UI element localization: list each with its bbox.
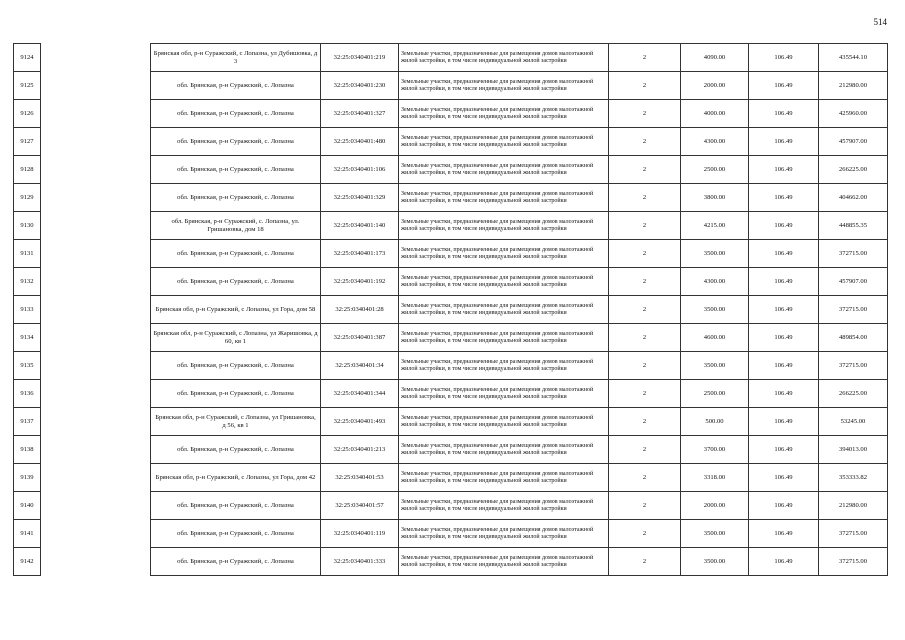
cell-gap xyxy=(41,548,151,576)
cell-group-code: 2 xyxy=(609,436,681,464)
cell-area: 3500.00 xyxy=(681,296,749,324)
cell-group-code: 2 xyxy=(609,324,681,352)
cell-address: обл. Брянская, р-н Суражский, с. Лопазна xyxy=(151,156,321,184)
cell-land-purpose: Земельные участки, предназначенные для размещения домов малоэтажной жилой застройки, в том числе индивидуальной жилой застройки xyxy=(399,436,609,464)
cell-row-number: 9142 xyxy=(14,548,41,576)
cell-row-number: 9141 xyxy=(14,520,41,548)
cell-land-purpose: Земельные участки, предназначенные для размещения домов малоэтажной жилой застройки, в том числе индивидуальной жилой застройки xyxy=(399,324,609,352)
cell-specific-value: 106.49 xyxy=(749,352,819,380)
cell-address: обл. Брянская, р-н Суражский, с. Лопазна xyxy=(151,184,321,212)
cell-area: 4600.00 xyxy=(681,324,749,352)
cell-cadastral-value: 372715.00 xyxy=(819,352,888,380)
cell-cadastral-number: 32:25:0340401:333 xyxy=(321,548,399,576)
cell-area: 4215.00 xyxy=(681,212,749,240)
cell-gap xyxy=(41,296,151,324)
cell-area: 4000.00 xyxy=(681,100,749,128)
cell-specific-value: 106.49 xyxy=(749,184,819,212)
table-row xyxy=(14,100,888,128)
cell-specific-value: 106.49 xyxy=(749,380,819,408)
cell-area: 500.00 xyxy=(681,408,749,436)
cell-land-purpose: Земельные участки, предназначенные для размещения домов малоэтажной жилой застройки, в том числе индивидуальной жилой застройки xyxy=(399,268,609,296)
table-row xyxy=(14,520,888,548)
cell-cadastral-value: 448855.35 xyxy=(819,212,888,240)
cell-group-code: 2 xyxy=(609,184,681,212)
cell-area: 4300.00 xyxy=(681,268,749,296)
cell-cadastral-number: 32:25:0340401:119 xyxy=(321,520,399,548)
cell-group-code: 2 xyxy=(609,352,681,380)
cell-group-code: 2 xyxy=(609,72,681,100)
cell-specific-value: 106.49 xyxy=(749,72,819,100)
cell-land-purpose: Земельные участки, предназначенные для размещения домов малоэтажной жилой застройки, в том числе индивидуальной жилой застройки xyxy=(399,296,609,324)
cell-area: 3500.00 xyxy=(681,240,749,268)
cell-cadastral-value: 372715.00 xyxy=(819,548,888,576)
cell-area: 2000.00 xyxy=(681,492,749,520)
cell-group-code: 2 xyxy=(609,520,681,548)
cell-specific-value: 106.49 xyxy=(749,156,819,184)
cell-row-number: 9128 xyxy=(14,156,41,184)
table-row xyxy=(14,380,888,408)
cell-cadastral-number: 32:25:0340401:480 xyxy=(321,128,399,156)
cell-cadastral-value: 394013.00 xyxy=(819,436,888,464)
cell-row-number: 9129 xyxy=(14,184,41,212)
cell-specific-value: 106.49 xyxy=(749,324,819,352)
cell-row-number: 9137 xyxy=(14,408,41,436)
cell-land-purpose: Земельные участки, предназначенные для размещения домов малоэтажной жилой застройки, в том числе индивидуальной жилой застройки xyxy=(399,184,609,212)
cell-land-purpose: Земельные участки, предназначенные для размещения домов малоэтажной жилой застройки, в том числе индивидуальной жилой застройки xyxy=(399,240,609,268)
cell-group-code: 2 xyxy=(609,268,681,296)
cell-group-code: 2 xyxy=(609,548,681,576)
cell-row-number: 9130 xyxy=(14,212,41,240)
table-row xyxy=(14,44,888,72)
cell-land-purpose: Земельные участки, предназначенные для размещения домов малоэтажной жилой застройки, в том числе индивидуальной жилой застройки xyxy=(399,100,609,128)
cell-cadastral-value: 372715.00 xyxy=(819,520,888,548)
cell-cadastral-number: 32:25:0340401:219 xyxy=(321,44,399,72)
cell-gap xyxy=(41,436,151,464)
cell-address: обл. Брянская, р-н Суражский, с. Лопазна xyxy=(151,548,321,576)
cell-land-purpose: Земельные участки, предназначенные для размещения домов малоэтажной жилой застройки, в том числе индивидуальной жилой застройки xyxy=(399,548,609,576)
cell-cadastral-number: 32:25:0340401:213 xyxy=(321,436,399,464)
cell-gap xyxy=(41,100,151,128)
cell-area: 3500.00 xyxy=(681,520,749,548)
cell-cadastral-number: 32:25:0340401:173 xyxy=(321,240,399,268)
cell-gap xyxy=(41,268,151,296)
cell-area: 3500.00 xyxy=(681,548,749,576)
table-row xyxy=(14,240,888,268)
cell-specific-value: 106.49 xyxy=(749,436,819,464)
cell-cadastral-number: 32:25:0340401:28 xyxy=(321,296,399,324)
cell-area: 4300.00 xyxy=(681,128,749,156)
cell-specific-value: 106.49 xyxy=(749,520,819,548)
cell-land-purpose: Земельные участки, предназначенные для размещения домов малоэтажной жилой застройки, в том числе индивидуальной жилой застройки xyxy=(399,44,609,72)
table-row xyxy=(14,492,888,520)
cell-cadastral-value: 212980.00 xyxy=(819,72,888,100)
cell-land-purpose: Земельные участки, предназначенные для размещения домов малоэтажной жилой застройки, в том числе индивидуальной жилой застройки xyxy=(399,520,609,548)
cell-row-number: 9138 xyxy=(14,436,41,464)
cell-land-purpose: Земельные участки, предназначенные для размещения домов малоэтажной жилой застройки, в том числе индивидуальной жилой застройки xyxy=(399,156,609,184)
cell-gap xyxy=(41,464,151,492)
cell-group-code: 2 xyxy=(609,156,681,184)
cell-area: 2500.00 xyxy=(681,380,749,408)
cell-address: Брянская обл, р-н Суражский, с Лопазна, ул Дубишовка, д 3 xyxy=(151,44,321,72)
cell-address: обл. Брянская, р-н Суражский, с. Лопазна xyxy=(151,268,321,296)
cell-land-purpose: Земельные участки, предназначенные для размещения домов малоэтажной жилой застройки, в том числе индивидуальной жилой застройки xyxy=(399,128,609,156)
cell-address: обл. Брянская, р-н Суражский, с. Лопазна xyxy=(151,240,321,268)
cell-gap xyxy=(41,492,151,520)
table-row xyxy=(14,436,888,464)
table-row xyxy=(14,212,888,240)
cell-cadastral-number: 32:25:0340401:327 xyxy=(321,100,399,128)
cell-cadastral-value: 266225.00 xyxy=(819,380,888,408)
table-row xyxy=(14,156,888,184)
cell-address: обл. Брянская, р-н Суражский, с. Лопазна xyxy=(151,352,321,380)
cell-cadastral-number: 32:25:0340401:230 xyxy=(321,72,399,100)
cell-row-number: 9124 xyxy=(14,44,41,72)
cell-row-number: 9127 xyxy=(14,128,41,156)
cell-specific-value: 106.49 xyxy=(749,268,819,296)
cell-address: Брянская обл, р-н Суражский, с Лопазна, ул Жаришовка, д 60, кв 1 xyxy=(151,324,321,352)
table-row xyxy=(14,128,888,156)
cell-specific-value: 106.49 xyxy=(749,408,819,436)
cell-cadastral-value: 353333.82 xyxy=(819,464,888,492)
cell-area: 4090.00 xyxy=(681,44,749,72)
cell-address: Брянская обл, р-н Суражский, с Лопазна, ул Гришановка, д 56, кв 1 xyxy=(151,408,321,436)
cell-cadastral-value: 404662.00 xyxy=(819,184,888,212)
cell-cadastral-number: 32:25:0340401:140 xyxy=(321,212,399,240)
cell-land-purpose: Земельные участки, предназначенные для размещения домов малоэтажной жилой застройки, в том числе индивидуальной жилой застройки xyxy=(399,352,609,380)
cell-cadastral-value: 457907.00 xyxy=(819,128,888,156)
cell-gap xyxy=(41,128,151,156)
cell-cadastral-number: 32:25:0340401:53 xyxy=(321,464,399,492)
cell-area: 2500.00 xyxy=(681,156,749,184)
cell-gap xyxy=(41,520,151,548)
cell-area: 2000.00 xyxy=(681,72,749,100)
cell-gap xyxy=(41,240,151,268)
cell-cadastral-number: 32:25:0340401:106 xyxy=(321,156,399,184)
cell-address: обл. Брянская, р-н Суражский, с. Лопазна xyxy=(151,436,321,464)
cell-address: обл. Брянская, р-н Суражский, с. Лопазна xyxy=(151,380,321,408)
cell-area: 3700.00 xyxy=(681,436,749,464)
cell-cadastral-value: 425960.00 xyxy=(819,100,888,128)
cell-group-code: 2 xyxy=(609,380,681,408)
cell-gap xyxy=(41,352,151,380)
cell-land-purpose: Земельные участки, предназначенные для размещения домов малоэтажной жилой застройки, в том числе индивидуальной жилой застройки xyxy=(399,408,609,436)
cell-group-code: 2 xyxy=(609,408,681,436)
table-row xyxy=(14,184,888,212)
cell-specific-value: 106.49 xyxy=(749,296,819,324)
cell-gap xyxy=(41,44,151,72)
cell-gap xyxy=(41,380,151,408)
cell-gap xyxy=(41,184,151,212)
cell-land-purpose: Земельные участки, предназначенные для размещения домов малоэтажной жилой застройки, в том числе индивидуальной жилой застройки xyxy=(399,464,609,492)
cell-gap xyxy=(41,156,151,184)
table-row xyxy=(14,408,888,436)
cell-specific-value: 106.49 xyxy=(749,464,819,492)
table-row xyxy=(14,324,888,352)
cell-group-code: 2 xyxy=(609,464,681,492)
cell-cadastral-value: 435544.10 xyxy=(819,44,888,72)
cell-address: обл. Брянская, р-н Суражский, с. Лопазна, ул. Гришановка, дом 18 xyxy=(151,212,321,240)
cell-land-purpose: Земельные участки, предназначенные для размещения домов малоэтажной жилой застройки, в том числе индивидуальной жилой застройки xyxy=(399,380,609,408)
cell-address: Брянская обл, р-н Суражский, с Лопазна, ул Гора, дом 42 xyxy=(151,464,321,492)
cell-row-number: 9134 xyxy=(14,324,41,352)
cell-cadastral-value: 372715.00 xyxy=(819,240,888,268)
cell-row-number: 9136 xyxy=(14,380,41,408)
cell-specific-value: 106.49 xyxy=(749,100,819,128)
cell-specific-value: 106.49 xyxy=(749,128,819,156)
table-row xyxy=(14,296,888,324)
page-number: 514 xyxy=(873,17,887,27)
cell-row-number: 9126 xyxy=(14,100,41,128)
cell-area: 3800.00 xyxy=(681,184,749,212)
table-row xyxy=(14,268,888,296)
cell-address: обл. Брянская, р-н Суражский, с. Лопазна xyxy=(151,520,321,548)
cell-cadastral-number: 32:25:0340401:192 xyxy=(321,268,399,296)
cell-row-number: 9133 xyxy=(14,296,41,324)
cell-address: обл. Брянская, р-н Суражский, с. Лопазна xyxy=(151,72,321,100)
cell-cadastral-number: 32:25:0340401:344 xyxy=(321,380,399,408)
table-row xyxy=(14,352,888,380)
cell-gap xyxy=(41,324,151,352)
cell-row-number: 9135 xyxy=(14,352,41,380)
cell-cadastral-value: 489854.00 xyxy=(819,324,888,352)
cell-specific-value: 106.49 xyxy=(749,492,819,520)
cell-specific-value: 106.49 xyxy=(749,212,819,240)
cell-group-code: 2 xyxy=(609,492,681,520)
cell-specific-value: 106.49 xyxy=(749,240,819,268)
cell-gap xyxy=(41,72,151,100)
cell-address: обл. Брянская, р-н Суражский, с. Лопазна xyxy=(151,128,321,156)
table-row xyxy=(14,72,888,100)
cell-row-number: 9125 xyxy=(14,72,41,100)
table-row xyxy=(14,464,888,492)
cell-cadastral-number: 32:25:0340401:57 xyxy=(321,492,399,520)
cell-land-purpose: Земельные участки, предназначенные для размещения домов малоэтажной жилой застройки, в том числе индивидуальной жилой застройки xyxy=(399,492,609,520)
cell-gap xyxy=(41,408,151,436)
cell-cadastral-value: 266225.00 xyxy=(819,156,888,184)
cell-specific-value: 106.49 xyxy=(749,548,819,576)
cell-group-code: 2 xyxy=(609,44,681,72)
cell-group-code: 2 xyxy=(609,212,681,240)
cell-land-purpose: Земельные участки, предназначенные для размещения домов малоэтажной жилой застройки, в том числе индивидуальной жилой застройки xyxy=(399,72,609,100)
cell-row-number: 9139 xyxy=(14,464,41,492)
cell-row-number: 9140 xyxy=(14,492,41,520)
cell-address: обл. Брянская, р-н Суражский, с. Лопазна xyxy=(151,492,321,520)
cell-address: Брянская обл, р-н Суражский, с Лопазна, ул Гора, дом 58 xyxy=(151,296,321,324)
cell-group-code: 2 xyxy=(609,240,681,268)
cell-gap xyxy=(41,212,151,240)
cell-group-code: 2 xyxy=(609,128,681,156)
cell-group-code: 2 xyxy=(609,100,681,128)
cell-cadastral-value: 457907.00 xyxy=(819,268,888,296)
cell-specific-value: 106.49 xyxy=(749,44,819,72)
cell-cadastral-number: 32:25:0340401:387 xyxy=(321,324,399,352)
cell-area: 3318.00 xyxy=(681,464,749,492)
table-body xyxy=(14,44,888,576)
cell-cadastral-value: 372715.00 xyxy=(819,296,888,324)
cell-cadastral-value: 53245.00 xyxy=(819,408,888,436)
cell-cadastral-number: 32:25:0340401:34 xyxy=(321,352,399,380)
table-row xyxy=(14,548,888,576)
cell-group-code: 2 xyxy=(609,296,681,324)
cell-area: 3500.00 xyxy=(681,352,749,380)
cell-land-purpose: Земельные участки, предназначенные для размещения домов малоэтажной жилой застройки, в том числе индивидуальной жилой застройки xyxy=(399,212,609,240)
cell-cadastral-number: 32:25:0340401:493 xyxy=(321,408,399,436)
land-registry-table xyxy=(13,43,888,576)
cell-cadastral-number: 32:25:0340401:329 xyxy=(321,184,399,212)
cell-row-number: 9131 xyxy=(14,240,41,268)
cell-cadastral-value: 212980.00 xyxy=(819,492,888,520)
cell-address: обл. Брянская, р-н Суражский, с. Лопазна xyxy=(151,100,321,128)
cell-row-number: 9132 xyxy=(14,268,41,296)
